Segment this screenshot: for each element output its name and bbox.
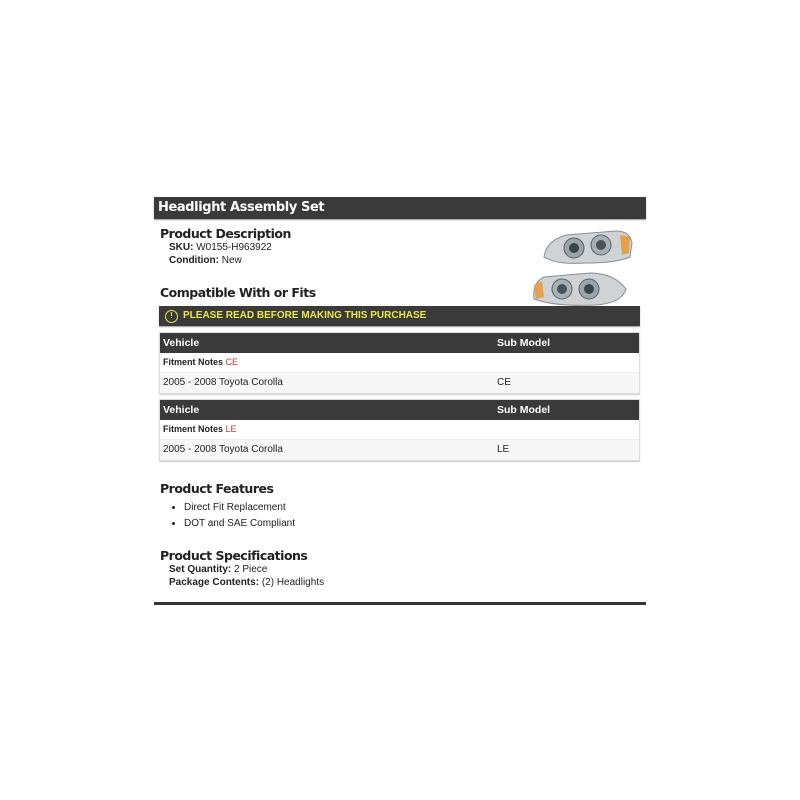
table-row: 2005 - 2008 Toyota Corolla CE	[160, 373, 639, 393]
product-sheet	[154, 197, 646, 605]
compatible-heading: Compatible With or Fits	[160, 285, 316, 300]
condition-line: Condition: New	[169, 255, 242, 266]
fitment-notes: Fitment Notes CE	[160, 353, 639, 373]
condition-value: New	[221, 255, 242, 266]
header-vehicle: Vehicle	[163, 404, 200, 416]
fitment-table-le	[159, 399, 640, 461]
header-vehicle: Vehicle	[163, 337, 200, 349]
header-submodel: Sub Model	[497, 404, 551, 416]
sku-value: W0155-H963922	[196, 242, 272, 253]
set-quantity-line: Set Quantity: 2 Piece	[169, 564, 268, 575]
page-title: Headlight Assembly Set	[154, 197, 646, 219]
features-heading: Product Features	[160, 481, 274, 496]
fitment-notes: Fitment Notes LE	[160, 420, 639, 440]
list-item: • DOT and SAE Compliant	[184, 516, 646, 532]
product-description-heading: Product Description	[160, 226, 291, 241]
warning-text: PLEASE READ BEFORE MAKING THIS PURCHASE	[183, 310, 427, 321]
fitment-table-ce	[159, 332, 640, 394]
bottom-divider	[154, 602, 646, 605]
header-submodel: Sub Model	[497, 337, 551, 349]
table-row: 2005 - 2008 Toyota Corolla LE	[160, 440, 639, 460]
alert-icon: !	[165, 310, 178, 323]
list-item: • Direct Fit Replacement	[184, 500, 646, 516]
table-header	[160, 333, 639, 353]
sku-line: SKU: W0155-H963922	[169, 242, 272, 253]
specs-heading: Product Specifications	[160, 548, 308, 563]
headlight-image	[526, 223, 646, 313]
product-images	[526, 223, 646, 313]
table-header	[160, 400, 639, 420]
package-contents-line: Package Contents: (2) Headlights	[169, 577, 325, 588]
features-list	[154, 500, 646, 532]
